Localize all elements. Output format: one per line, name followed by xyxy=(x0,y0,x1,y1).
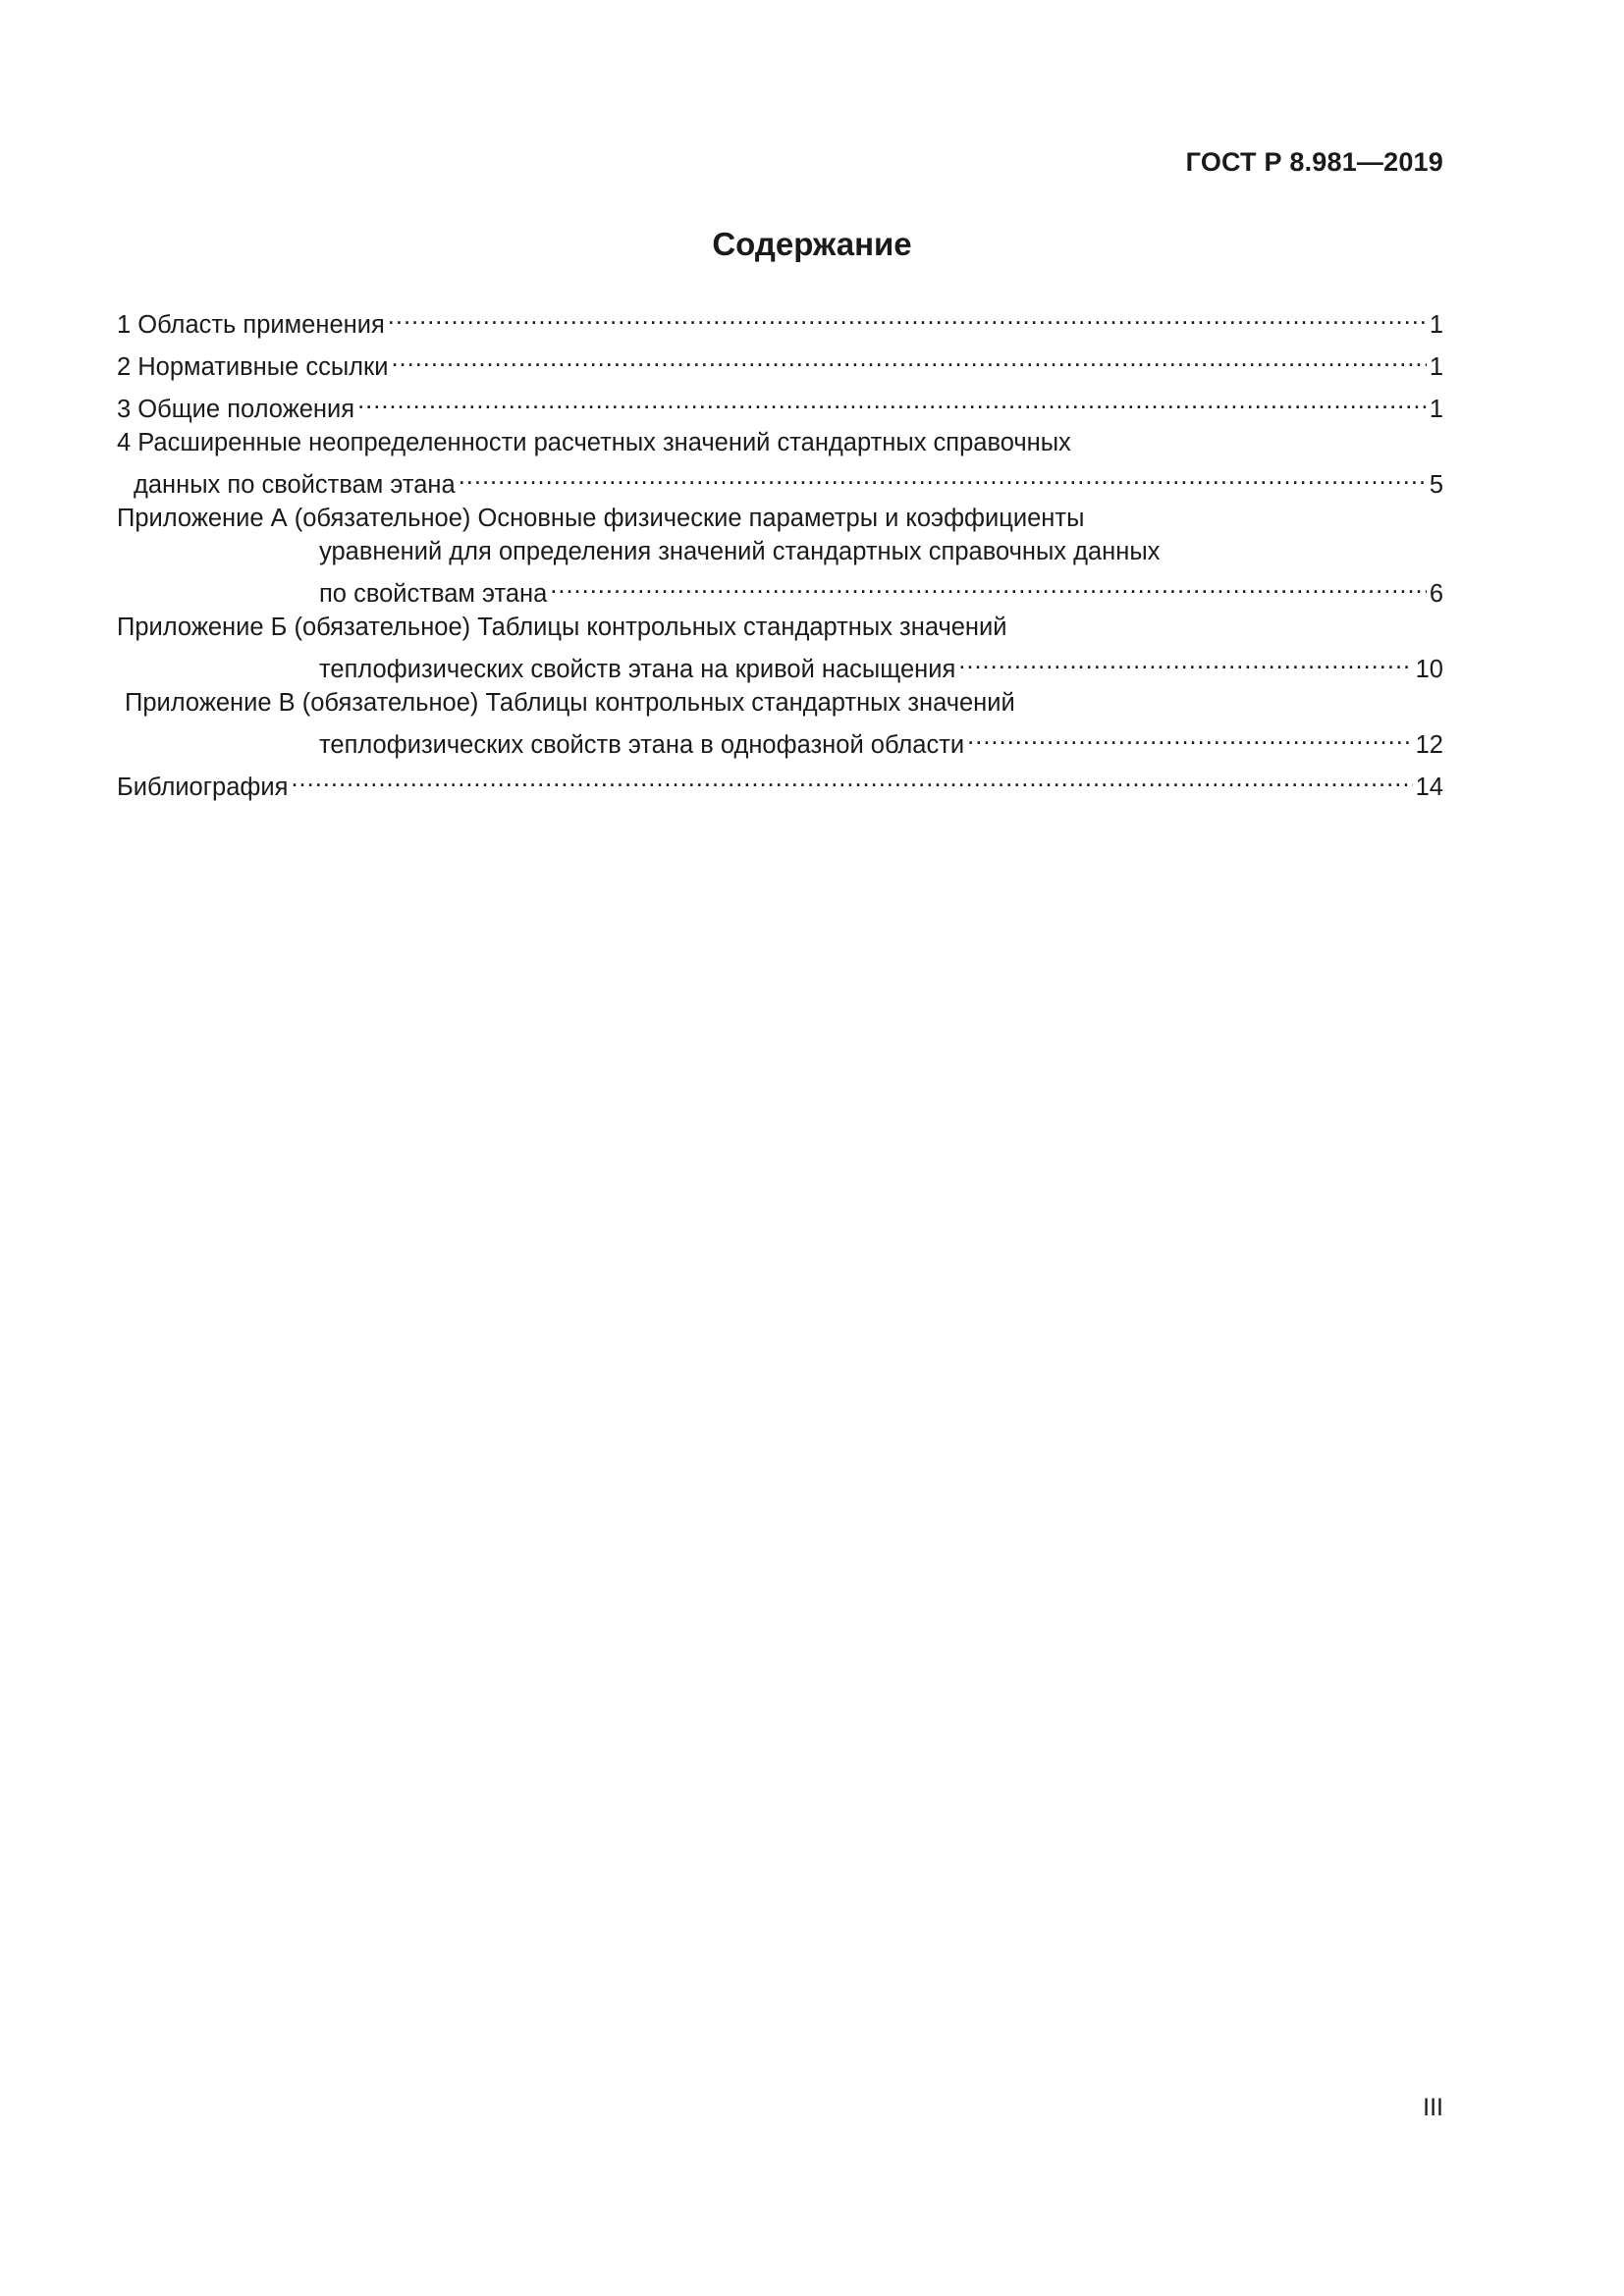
dot-leader xyxy=(967,720,1412,753)
toc-entry-text: Библиография xyxy=(117,774,289,801)
dot-leader xyxy=(391,342,1426,375)
toc-entry-text-continued: теплофизических свойств этана в однофазной области xyxy=(319,731,965,759)
toc-entry-appendix-b[interactable] xyxy=(117,611,1443,686)
toc-entry-text: Приложение А (обязательное) Основные физические параметры и коэффициенты xyxy=(117,505,1085,532)
toc-entry-appendix-a[interactable] xyxy=(117,502,1443,611)
toc-entry-text-continued: уравнений для определения значений стандартных справочных данных xyxy=(319,538,1161,565)
toc-entry-text-continued: теплофизических свойств этана на кривой насыщения xyxy=(319,656,956,683)
toc-entry-text: 1 Область применения xyxy=(117,311,385,339)
toc-page-number: 1 xyxy=(1429,353,1443,381)
dot-leader xyxy=(459,459,1427,493)
toc-entry-general-provisions[interactable] xyxy=(117,384,1443,426)
table-of-contents xyxy=(117,299,1443,804)
toc-entry-expanded-uncertainties[interactable] xyxy=(117,426,1443,502)
page-number: III xyxy=(1423,2094,1443,2121)
toc-page-number: 14 xyxy=(1415,774,1443,801)
dot-leader xyxy=(550,568,1427,602)
toc-entry-text-continued: данных по свойствам этана xyxy=(134,471,456,499)
toc-page-number: 1 xyxy=(1429,396,1443,423)
toc-entry-appendix-v[interactable] xyxy=(117,686,1443,762)
toc-page-number: 1 xyxy=(1429,311,1443,339)
toc-entry-scope[interactable] xyxy=(117,299,1443,342)
toc-entry-text: 3 Общие положения xyxy=(117,396,355,423)
toc-page-number: 6 xyxy=(1429,580,1443,608)
toc-entry-bibliography[interactable] xyxy=(117,762,1443,804)
toc-entry-text: 2 Нормативные ссылки xyxy=(117,353,389,381)
toc-entry-text: Приложение Б (обязательное) Таблицы контрольных стандартных значений xyxy=(117,614,1007,641)
toc-entry-text: 4 Расширенные неопределенности расчетных значений стандартных справочных xyxy=(117,429,1071,456)
toc-page-number: 10 xyxy=(1415,656,1443,683)
toc-entry-text: Приложение В (обязательное) Таблицы контрольных стандартных значений xyxy=(125,689,1015,717)
toc-entry-normative-references[interactable] xyxy=(117,342,1443,384)
dot-leader xyxy=(357,384,1427,417)
dot-leader xyxy=(958,644,1412,677)
dot-leader xyxy=(291,762,1412,795)
toc-title: Содержание xyxy=(712,226,912,262)
document-code: ГОСТ Р 8.981—2019 xyxy=(1185,147,1443,177)
dot-leader xyxy=(388,299,1427,333)
toc-page-number: 12 xyxy=(1415,731,1443,759)
toc-entry-text-continued: по свойствам этана xyxy=(319,580,548,608)
toc-page-number: 5 xyxy=(1429,471,1443,499)
